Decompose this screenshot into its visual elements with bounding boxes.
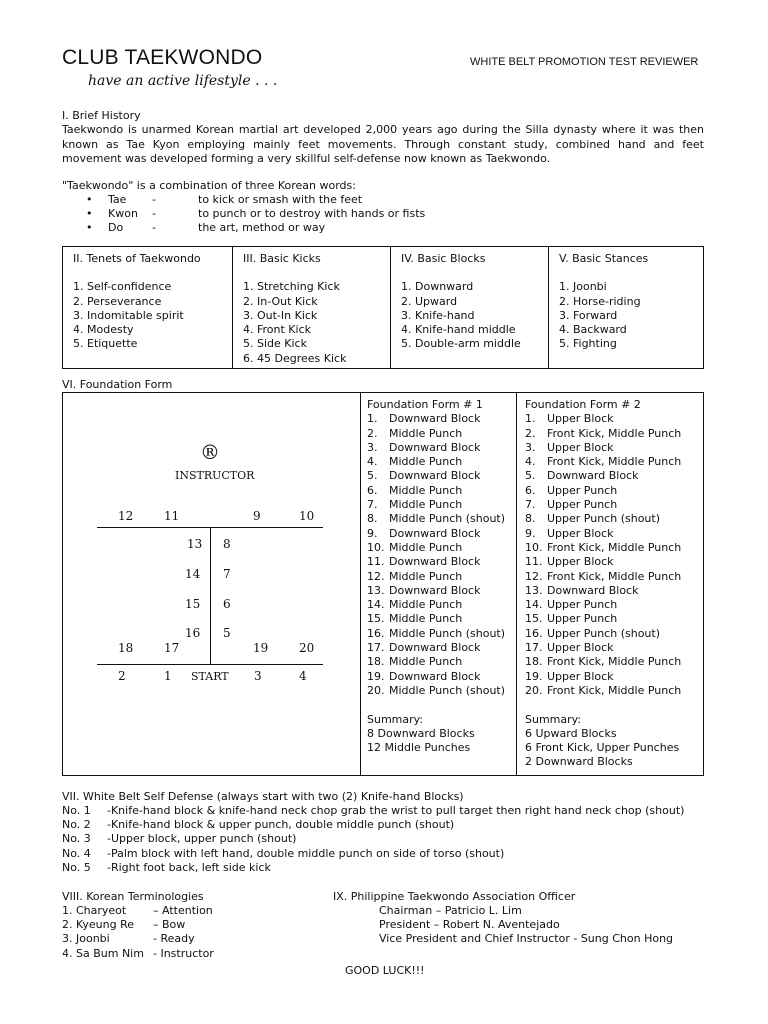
form-step (367, 412, 513, 426)
form-step (525, 612, 701, 626)
step-text: Middle Punch (389, 655, 463, 669)
start-label: START (191, 670, 229, 683)
foundation-form-2 (525, 398, 701, 770)
tenets-column (63, 247, 233, 368)
form-step (525, 627, 701, 641)
document-title: WHITE BELT PROMOTION TEST REVIEWER (470, 56, 699, 68)
step-number: 8. (367, 512, 378, 526)
step-text: Upper Block (547, 412, 614, 426)
list-item: 1. Self-confidence (73, 280, 172, 294)
form-step (367, 612, 513, 626)
form-step (525, 641, 701, 655)
history-paragraph: Taekwondo is unarmed Korean martial art developed 2,000 years ago during the Silla dynasty where it was then known as Tae Kyon employing mainly feet movements. Through constant study, combined hand and feet movement was developed forming a very skillful self-defense now known as Taekwondo. (62, 123, 704, 165)
term-meaning: - Instructor (153, 946, 214, 960)
form-step (367, 584, 513, 598)
form-step (525, 684, 701, 698)
step-number: 13. (367, 583, 385, 597)
step-text: Middle Punch (389, 426, 463, 440)
position-19: 19 (253, 641, 269, 655)
blocks-column (391, 247, 549, 368)
step-number: 19. (525, 669, 543, 683)
step-text: Middle Punch (389, 598, 463, 612)
form-step (525, 570, 701, 584)
item-number: No. 5 (62, 860, 91, 874)
position-20: 20 (299, 641, 315, 655)
item-number: No. 2 (62, 818, 91, 832)
column-heading: IV. Basic Blocks (401, 252, 486, 265)
dash: - (152, 221, 156, 234)
list-item: 1. Joonbi (559, 280, 607, 294)
column-heading: V. Basic Stances (559, 252, 649, 265)
history-heading: I. Brief History (62, 109, 141, 122)
good-luck: GOOD LUCK!!! (345, 964, 425, 977)
kicks-column (233, 247, 391, 368)
stances-column (549, 247, 703, 368)
form-step (525, 441, 701, 455)
step-text: Downward Block (389, 641, 481, 655)
list-item: 2. Horse-riding (559, 294, 641, 308)
term: 4. Sa Bum Nim (62, 946, 144, 960)
step-number: 9. (525, 526, 536, 540)
officers-heading: IX. Philippine Taekwondo Association Officer (333, 890, 576, 903)
step-number: 20. (367, 683, 385, 697)
foundation-form-1 (367, 398, 513, 755)
step-text: Middle Punch (389, 455, 463, 469)
step-number: 14. (525, 598, 543, 612)
form-step (367, 498, 513, 512)
form-step (525, 670, 701, 684)
summary-label: Summary: (367, 712, 424, 726)
form-step (367, 484, 513, 498)
step-text: Downward Block (389, 526, 481, 540)
position-7: 7 (223, 567, 231, 581)
form-step (525, 512, 701, 526)
form-step (525, 412, 701, 426)
step-number: 16. (525, 626, 543, 640)
word-meaning: to kick or smash with the feet (198, 193, 363, 206)
position-2: 2 (118, 669, 126, 683)
column-heading: II. Tenets of Taekwondo (73, 252, 201, 265)
position-8: 8 (223, 537, 231, 551)
list-item: 5. Side Kick (243, 337, 307, 351)
form-step (525, 527, 701, 541)
form-step (525, 455, 701, 469)
step-number: 17. (367, 641, 385, 655)
form-step (367, 541, 513, 555)
form-step (525, 469, 701, 483)
form-title: Foundation Form # 2 (525, 398, 641, 411)
form-step (525, 427, 701, 441)
position-12: 12 (118, 509, 134, 523)
list-item: 3. Out-In Kick (243, 308, 318, 322)
form-step (367, 469, 513, 483)
step-number: 16. (367, 626, 385, 640)
step-number: 8. (525, 512, 536, 526)
list-item: 6. 45 Degrees Kick (243, 351, 347, 365)
item-text: -Knife-hand block & knife-hand neck chop grab the wrist to pull target then right hand neck chop (shout) (107, 804, 685, 817)
column-heading: III. Basic Kicks (243, 252, 321, 265)
tagline: have an active lifestyle . . . (88, 73, 278, 89)
position-11: 11 (164, 509, 180, 523)
korean-word: Do (108, 221, 124, 234)
summary-label: Summary: (525, 712, 582, 726)
step-number: 6. (367, 483, 378, 497)
form-step (525, 498, 701, 512)
bullet: • (86, 221, 93, 234)
word-meaning: to punch or to destroy with hands or fists (198, 207, 426, 220)
column-divider (516, 393, 517, 775)
step-number: 6. (525, 483, 536, 497)
summary-item: 2 Downward Blocks (525, 755, 633, 769)
officer-item: Chairman – Patricio L. Lim (379, 904, 522, 917)
self-defense-heading: VII. White Belt Self Defense (always start with two (2) Knife-hand Blocks) (62, 790, 464, 803)
list-item: 1. Downward (401, 280, 474, 294)
step-number: 11. (367, 555, 385, 569)
term-meaning: – Bow (153, 918, 186, 932)
step-number: 2. (525, 426, 536, 440)
step-number: 18. (367, 655, 385, 669)
form-step (367, 441, 513, 455)
form-step (367, 570, 513, 584)
position-9: 9 (253, 509, 261, 523)
step-text: Front Kick, Middle Punch (547, 569, 682, 583)
step-number: 13. (525, 583, 543, 597)
step-text: Upper Block (547, 555, 614, 569)
step-number: 3. (367, 440, 378, 454)
step-text: Downward Block (389, 669, 481, 683)
step-text: Downward Block (547, 583, 639, 597)
form-step (525, 598, 701, 612)
form-title: Foundation Form # 1 (367, 398, 483, 411)
position-18: 18 (118, 641, 134, 655)
step-number: 7. (367, 498, 378, 512)
position-4: 4 (299, 669, 307, 683)
form-step (367, 427, 513, 441)
bullet: • (86, 193, 93, 206)
step-text: Downward Block (389, 583, 481, 597)
step-number: 11. (525, 555, 543, 569)
step-text: Upper Block (547, 440, 614, 454)
form-step (525, 555, 701, 569)
step-number: 17. (525, 641, 543, 655)
form-step (367, 555, 513, 569)
step-number: 4. (367, 455, 378, 469)
position-13: 13 (187, 537, 203, 551)
step-number: 15. (525, 612, 543, 626)
column-divider (360, 393, 361, 775)
item-text: -Upper block, upper punch (shout) (107, 832, 297, 846)
term: 2. Kyeung Re (62, 918, 135, 932)
step-number: 18. (525, 655, 543, 669)
item-number: No. 1 (62, 804, 91, 817)
list-item: 4. Backward (559, 323, 627, 337)
step-text: Middle Punch (389, 483, 463, 497)
term-meaning: - Ready (153, 932, 195, 946)
list-item: 4. Front Kick (243, 323, 311, 337)
step-text: Upper Punch (547, 612, 618, 626)
position-17: 17 (164, 641, 180, 655)
form-step (367, 512, 513, 526)
step-text: Middle Punch (shout) (389, 512, 506, 526)
list-item: 1. Stretching Kick (243, 280, 340, 294)
word-meaning: the art, method or way (198, 221, 326, 234)
list-item: 3. Forward (559, 308, 618, 322)
step-text: Middle Punch (389, 498, 463, 512)
position-14: 14 (185, 567, 201, 581)
step-number: 5. (525, 469, 536, 483)
form-step (367, 527, 513, 541)
spacer (367, 698, 513, 712)
step-number: 2. (367, 426, 378, 440)
step-text: Middle Punch (389, 612, 463, 626)
form-step (367, 684, 513, 698)
item-number: No. 3 (62, 832, 91, 846)
position-10: 10 (299, 509, 315, 523)
step-number: 15. (367, 612, 385, 626)
summary-item: 6 Front Kick, Upper Punches (525, 741, 680, 755)
form-step (367, 655, 513, 669)
officer-item: Vice President and Chief Instructor - Sung Chon Hong (379, 932, 674, 946)
step-number: 1. (525, 412, 536, 426)
term-meaning: – Attention (153, 904, 213, 917)
form-step (525, 655, 701, 669)
step-text: Upper Punch (547, 483, 618, 497)
step-number: 4. (525, 455, 536, 469)
step-text: Upper Punch (shout) (547, 512, 661, 526)
position-6: 6 (223, 597, 231, 611)
list-item: 2. In-Out Kick (243, 294, 318, 308)
list-item: 3. Indomitable spirit (73, 308, 184, 322)
korean-word: Tae (108, 193, 127, 206)
step-text: Downward Block (547, 469, 639, 483)
list-item: 4. Modesty (73, 323, 134, 337)
list-item: 5. Double-arm middle (401, 337, 521, 351)
position-1: 1 (164, 669, 172, 683)
position-5: 5 (223, 626, 231, 640)
step-number: 19. (367, 669, 385, 683)
step-text: Front Kick, Middle Punch (547, 655, 682, 669)
foundation-heading: VI. Foundation Form (62, 378, 173, 391)
step-number: 12. (367, 569, 385, 583)
spacer (525, 698, 701, 712)
step-number: 9. (367, 526, 378, 540)
summary-item: 6 Upward Blocks (525, 726, 617, 740)
step-number: 14. (367, 598, 385, 612)
summary-item: 12 Middle Punches (367, 741, 471, 755)
step-text: Middle Punch (shout) (389, 683, 506, 697)
step-text: Middle Punch (shout) (389, 626, 506, 640)
summary-item: 8 Downward Blocks (367, 726, 475, 740)
basics-table (62, 246, 704, 369)
position-3: 3 (254, 669, 262, 683)
form-step (367, 598, 513, 612)
step-number: 20. (525, 683, 543, 697)
list-item: 5. Fighting (559, 337, 617, 351)
step-number: 10. (525, 540, 543, 554)
item-number: No. 4 (62, 846, 91, 860)
words-intro: "Taekwondo" is a combination of three Korean words: (62, 179, 356, 192)
step-text: Upper Block (547, 526, 614, 540)
form-step (525, 584, 701, 598)
position-15: 15 (185, 597, 201, 611)
form-step (367, 627, 513, 641)
step-text: Upper Punch (547, 498, 618, 512)
list-item: 3. Knife-hand (401, 308, 475, 322)
step-number: 7. (525, 498, 536, 512)
form-step (367, 455, 513, 469)
item-text: -Right foot back, left side kick (107, 860, 271, 874)
instructor-symbol: ® (200, 440, 220, 464)
step-text: Upper Block (547, 641, 614, 655)
bullet: • (86, 207, 93, 220)
step-text: Middle Punch (389, 540, 463, 554)
form-step (367, 670, 513, 684)
foundation-form-box (62, 392, 704, 776)
dash: - (152, 193, 156, 206)
step-number: 5. (367, 469, 378, 483)
item-text: -Knife-hand block & upper punch, double middle punch (shout) (107, 818, 455, 832)
korean-word: Kwon (108, 207, 138, 220)
center-line (210, 527, 211, 664)
item-text: -Palm block with left hand, double middle punch on side of torso (shout) (107, 846, 505, 860)
step-text: Front Kick, Middle Punch (547, 683, 682, 697)
terminology-heading: VIII. Korean Terminologies (62, 890, 204, 903)
step-text: Front Kick, Middle Punch (547, 540, 682, 554)
position-16: 16 (185, 626, 201, 640)
step-text: Middle Punch (389, 569, 463, 583)
list-item: 4. Knife-hand middle (401, 323, 516, 337)
club-title: CLUB TAEKWONDO (62, 46, 263, 69)
step-text: Downward Block (389, 469, 481, 483)
step-number: 1. (367, 412, 378, 426)
term: 3. Joonbi (62, 932, 110, 946)
instructor-label: INSTRUCTOR (175, 469, 255, 482)
step-text: Upper Block (547, 669, 614, 683)
form-step (525, 484, 701, 498)
step-number: 10. (367, 540, 385, 554)
step-text: Upper Punch (shout) (547, 626, 661, 640)
step-text: Front Kick, Middle Punch (547, 426, 682, 440)
list-item: 5. Etiquette (73, 337, 138, 351)
list-item: 2. Perseverance (73, 294, 162, 308)
step-text: Upper Punch (547, 598, 618, 612)
step-text: Front Kick, Middle Punch (547, 455, 682, 469)
step-text: Downward Block (389, 555, 481, 569)
step-number: 3. (525, 440, 536, 454)
dash: - (152, 207, 156, 220)
step-text: Downward Block (389, 440, 481, 454)
term: 1. Charyeot (62, 904, 127, 917)
form-step (525, 541, 701, 555)
form-step (367, 641, 513, 655)
officer-item: President – Robert N. Aventejado (379, 918, 560, 932)
list-item: 2. Upward (401, 294, 458, 308)
step-text: Downward Block (389, 412, 481, 426)
step-number: 12. (525, 569, 543, 583)
bottom-line (97, 664, 323, 665)
